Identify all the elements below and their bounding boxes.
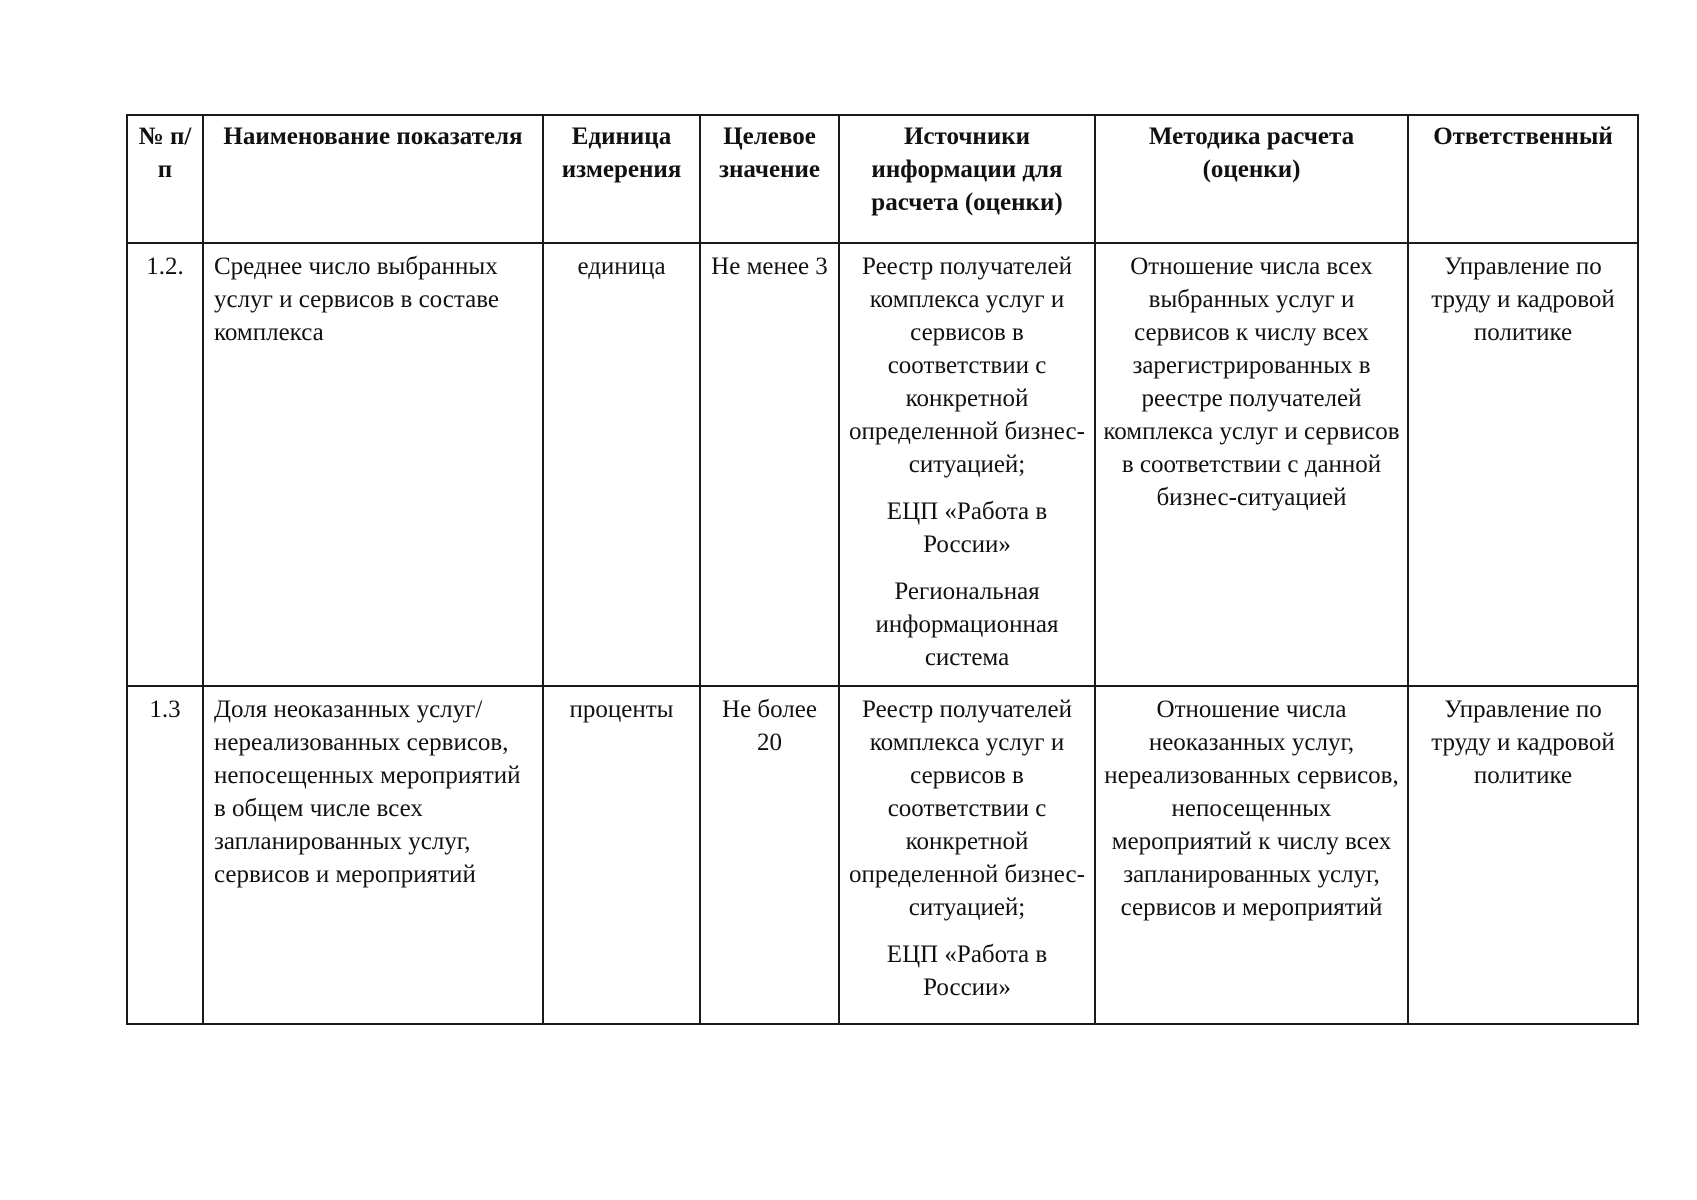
cell-unit: единица (543, 243, 700, 686)
source-item: Региональная информационная система (875, 578, 1059, 671)
table-row (127, 686, 1638, 1024)
header-num: № п/п (127, 115, 203, 243)
cell-responsible: Управление по труду и кадровой политике (1408, 686, 1638, 1024)
source-item: ЕЦП «Работа в России» (886, 941, 1048, 1001)
cell-sources (839, 243, 1095, 686)
header-method: Методика расчета (оценки) (1095, 115, 1408, 243)
cell-method: Отношение числа всех выбранных услуг и сервисов к числу всех зарегистрированных в реестре получателей комплекса услуг и сервисов в соответствии с данной бизнес-ситуацией (1095, 243, 1408, 686)
source-item: ЕЦП «Работа в России» (886, 498, 1048, 558)
cell-target: Не менее 3 (700, 243, 839, 686)
header-sources: Источники информации для расчета (оценки) (839, 115, 1095, 243)
header-unit: Единица измерения (543, 115, 700, 243)
table-header-row (127, 115, 1638, 243)
cell-unit: проценты (543, 686, 700, 1024)
header-name: Наименование показателя (203, 115, 543, 243)
cell-num: 1.3 (127, 686, 203, 1024)
cell-responsible: Управление по труду и кадровой политике (1408, 243, 1638, 686)
header-responsible: Ответственный (1408, 115, 1638, 243)
cell-sources (839, 686, 1095, 1024)
header-target: Целевое значение (700, 115, 839, 243)
source-item: Реестр получателей комплекса услуг и сервисов в соответствии с конкретной определенной бизнес-ситуацией; (849, 696, 1085, 921)
cell-name: Среднее число выбранных услуг и сервисов в составе комплекса (203, 243, 543, 686)
source-item: Реестр получателей комплекса услуг и сервисов в соответствии с конкретной определенной бизнес-ситуацией; (849, 253, 1085, 478)
table-row (127, 243, 1638, 686)
indicators-table (126, 114, 1639, 1025)
cell-num: 1.2. (127, 243, 203, 686)
cell-name: Доля неоказанных услуг/ нереализованных сервисов, непосещенных мероприятий в общем числе всех запланированных услуг, сервисов и мероприятий (203, 686, 543, 1024)
cell-target: Не более 20 (700, 686, 839, 1024)
cell-method: Отношение числа неоказанных услуг, нереализованных сервисов, непосещенных мероприятий к числу всех запланированных услуг, сервисов и мероприятий (1095, 686, 1408, 1024)
